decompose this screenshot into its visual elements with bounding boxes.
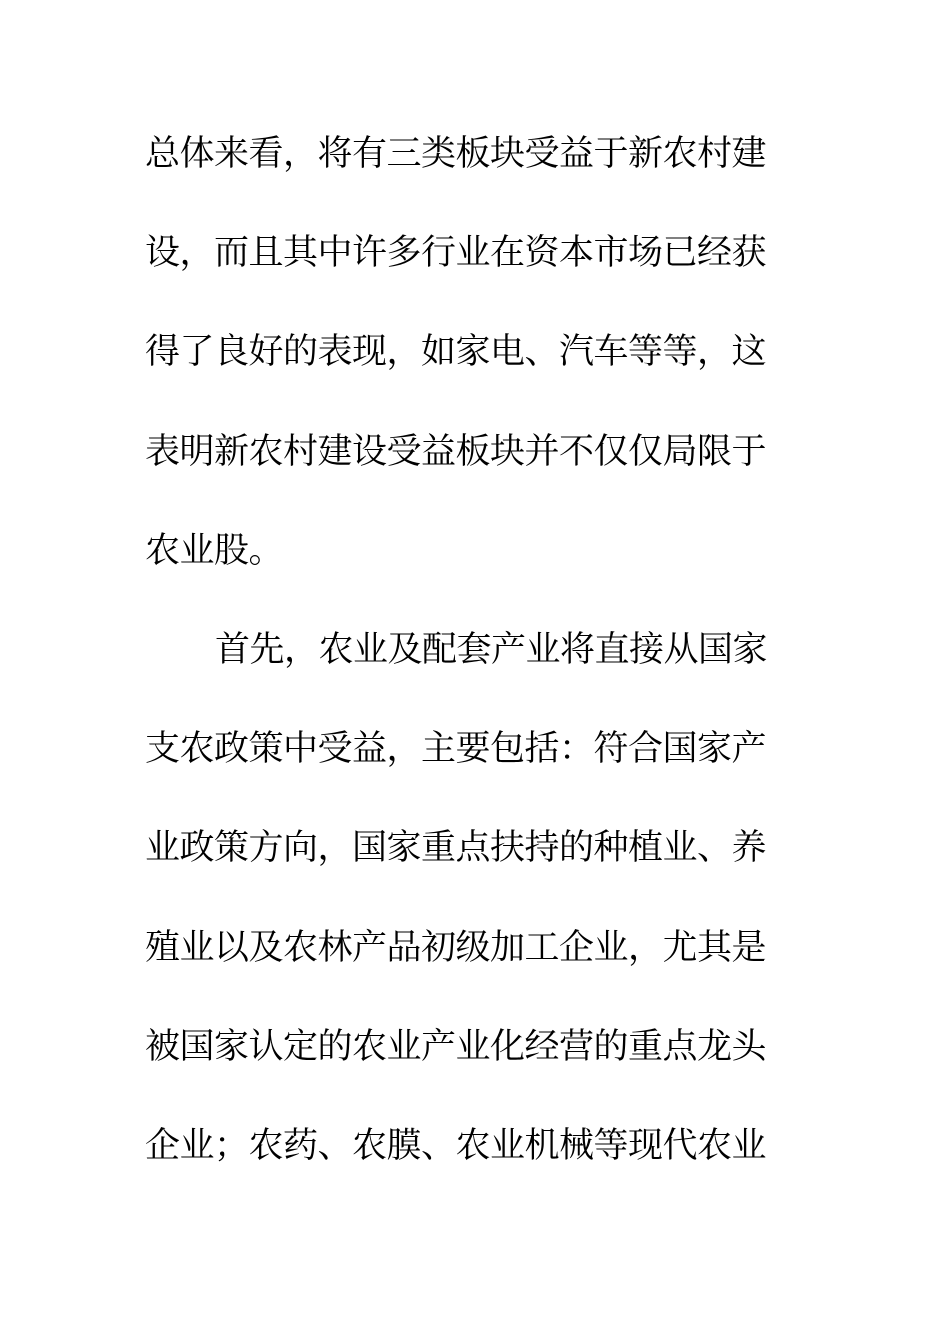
paragraph-line: 设，而且其中许多行业在资本市场已经获 (145, 233, 767, 274)
paragraph-line: 企业；农药、农膜、农业机械等现代农业 (145, 1125, 767, 1166)
paragraph-line: 总体来看，将有三类板块受益于新农村建 (145, 134, 767, 174)
paragraph-2 (145, 617, 805, 1212)
paragraph-line: 得了良好的表现，如家电、汽车等等，这 (145, 332, 767, 373)
paragraph-1 (145, 121, 805, 617)
paragraph-line: 被国家认定的农业产业化经营的重点龙头 (145, 1026, 767, 1067)
paragraph-line: 殖业以及农林产品初级加工企业，尤其是 (145, 927, 767, 968)
paragraph-line: 农业股。 (145, 530, 284, 571)
paragraph-line: 业政策方向，国家重点扶持的种植业、养 (145, 828, 767, 869)
document-body (145, 121, 805, 1212)
paragraph-line: 首先，农业及配套产业将直接从国家 (215, 629, 768, 670)
paragraph-line: 表明新农村建设受益板块并不仅仅局限于 (145, 431, 767, 472)
paragraph-line: 支农政策中受益，主要包括：符合国家产 (145, 729, 767, 770)
